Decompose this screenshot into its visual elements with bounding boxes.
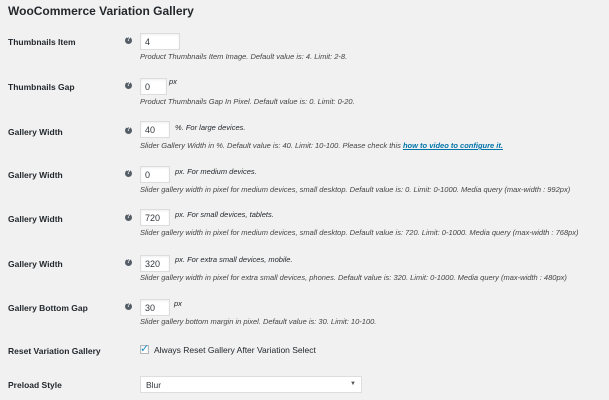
gallery-width-xs-suffix: px. For extra small devices, mobile. — [175, 255, 293, 264]
gallery-width-description-text: Slider Gallery Width in %. Default value is: 40. Limit: 10-100. Please check this — [140, 141, 403, 150]
setting-row-gallery-width-xs — [0, 250, 609, 290]
thumbnails-item-input[interactable] — [140, 33, 180, 50]
help-icon[interactable]: ? — [126, 259, 131, 265]
gallery-width-xs-description: Slider gallery width in pixel for extra small devices, phones. Default value is: 320. Limit: 0-1000. Media query (max-width : 480px) — [140, 273, 567, 282]
thumbnails-gap-description: Product Thumbnails Gap In Pixel. Default value is: 0. Limit: 0-20. — [140, 97, 355, 106]
setting-row-gallery-width-lg — [0, 117, 609, 157]
gallery-width-suffix: %. For large devices. — [175, 123, 246, 132]
thumbnails-gap-input[interactable] — [140, 78, 167, 95]
setting-row-preload-style — [0, 372, 609, 396]
how-to-video-link[interactable]: how to video to configure it. — [402, 141, 503, 150]
gallery-width-sm-suffix: px. For small devices, tablets. — [175, 210, 274, 219]
reset-variation-gallery-label: Reset Variation Gallery — [8, 346, 101, 356]
thumbnails-gap-label: Thumbnails Gap — [8, 82, 75, 92]
help-icon[interactable]: ? — [126, 214, 131, 220]
gallery-bottom-gap-label: Gallery Bottom Gap — [8, 303, 88, 313]
gallery-width-md-label: Gallery Width — [8, 170, 63, 180]
gallery-width-sm-input[interactable] — [140, 209, 170, 226]
gallery-width-md-suffix: px. For medium devices. — [175, 167, 257, 176]
gallery-width-sm-description: Slider gallery width in pixel for medium devices, small desktop. Default value is: 720. Limit: 0-1000. Media query (max-width : 768px) — [140, 228, 579, 237]
preload-style-select[interactable] — [140, 376, 362, 393]
reset-gallery-checkbox[interactable] — [140, 345, 149, 354]
gallery-width-xs-label: Gallery Width — [8, 259, 63, 269]
thumbnails-item-description: Product Thumbnails Item Image. Default value is: 4. Limit: 2-8. — [140, 52, 348, 61]
preload-style-selected-value: Blur — [146, 380, 162, 390]
gallery-width-description — [140, 141, 503, 150]
gallery-bottom-gap-description: Slider gallery bottom margin in pixel. Default value is: 30. Limit: 10-100. — [140, 317, 377, 326]
preload-style-label: Preload Style — [8, 380, 62, 390]
help-icon[interactable]: ? — [126, 170, 131, 176]
page-title: WooCommerce Variation Gallery — [8, 4, 194, 18]
setting-row-thumbnails-item — [0, 28, 609, 68]
thumbnails-item-label: Thumbnails Item — [8, 37, 76, 47]
setting-row-gallery-width-md — [0, 162, 609, 202]
gallery-bottom-gap-input[interactable] — [140, 299, 170, 316]
setting-row-thumbnails-gap — [0, 72, 609, 112]
gallery-width-label: Gallery Width — [8, 127, 63, 137]
gallery-width-md-input[interactable] — [140, 166, 170, 183]
help-icon[interactable]: ? — [126, 37, 131, 43]
checkmark-icon: ✓ — [140, 343, 150, 355]
reset-gallery-checkbox-label[interactable]: Always Reset Gallery After Variation Select — [154, 345, 316, 355]
help-icon[interactable]: ? — [126, 127, 131, 133]
gallery-width-md-description: Slider gallery width in pixel for medium devices, small desktop. Default value is: 0. Limit: 0-1000. Media query (max-width : 992px) — [140, 185, 571, 194]
gallery-width-xs-input[interactable] — [140, 255, 170, 272]
gallery-width-input[interactable] — [140, 121, 170, 138]
setting-row-gallery-bottom-gap — [0, 295, 609, 335]
help-icon[interactable]: ? — [126, 303, 131, 309]
setting-row-gallery-width-sm — [0, 205, 609, 245]
setting-row-reset-variation-gallery — [0, 340, 609, 360]
thumbnails-gap-suffix: px — [169, 77, 177, 86]
gallery-width-sm-label: Gallery Width — [8, 214, 63, 224]
help-icon[interactable]: ? — [126, 82, 131, 88]
chevron-down-icon: ▼ — [350, 381, 356, 387]
gallery-bottom-gap-suffix: px — [174, 299, 182, 308]
